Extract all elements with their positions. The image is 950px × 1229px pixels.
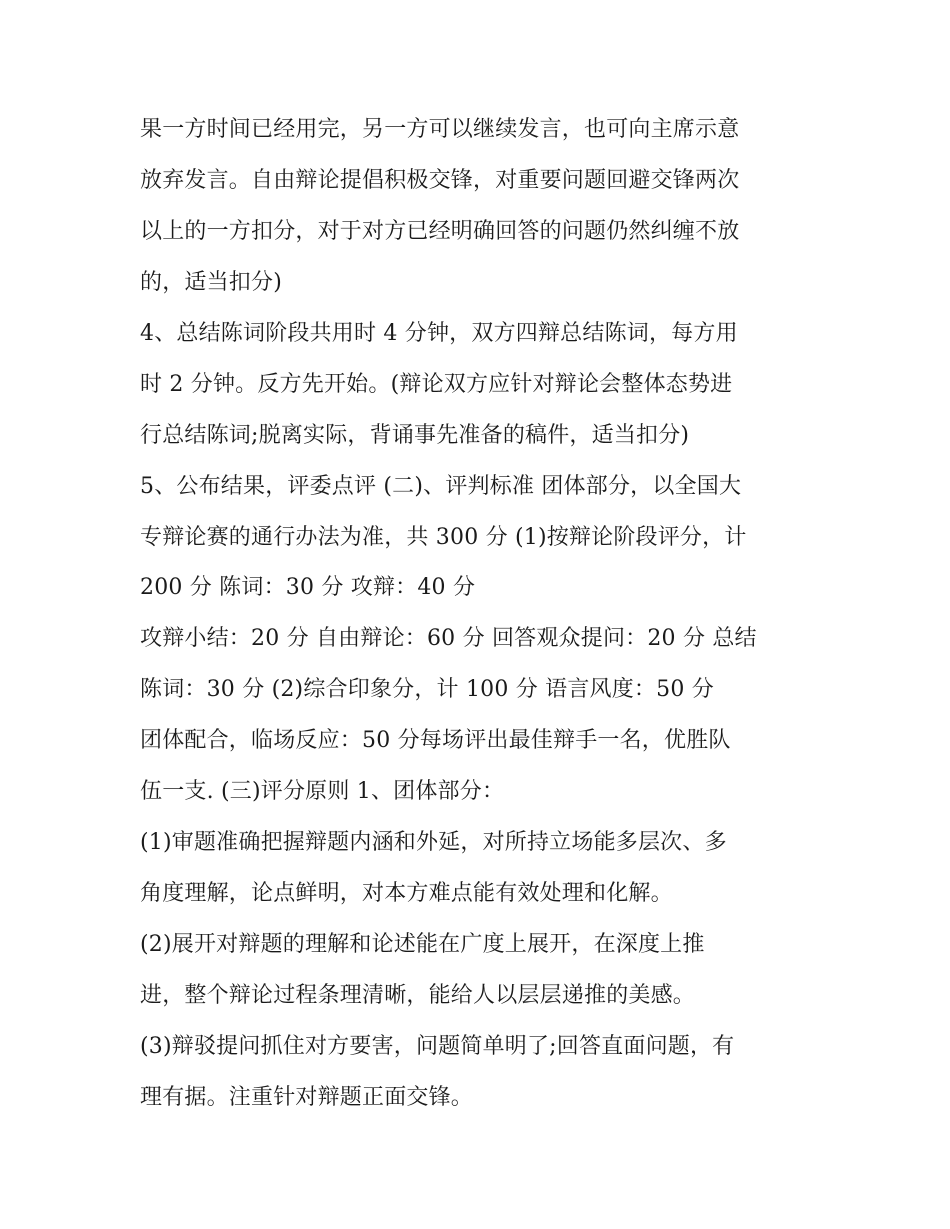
text-line: 5、公布结果，评委点评 (二)、评判标准 团体部分，以全国大 (140, 474, 742, 499)
text-line: 行总结陈词;脱离实际，背诵事先准备的稿件，适当扣分) (140, 423, 690, 448)
text-line: 4、总结陈词阶段共用时 4 分钟，双方四辩总结陈词，每方用 (140, 321, 738, 346)
text-line: 伍一支. (三)评分原则 1、团体部分： (140, 779, 505, 804)
text-line: 的，适当扣分) (140, 270, 282, 295)
text-line: (2)展开对辩题的理解和论述能在广度上展开，在深度上推 (140, 932, 705, 957)
text-line: 角度理解，论点鲜明，对本方难点能有效处理和化解。 (140, 881, 673, 906)
text-line: 团体配合，临场反应：50 分每场评出最佳辩手一名，优胜队 (140, 728, 731, 753)
text-line: 以上的一方扣分，对于对方已经明确回答的问题仍然纠缠不放 (140, 219, 740, 244)
text-line: 陈词：30 分 (2)综合印象分，计 100 分 语言风度：50 分 (140, 677, 714, 702)
text-line: 进，整个辩论过程条理清晰，能给人以层层递推的美感。 (140, 983, 696, 1008)
text-line: 200 分 陈词：30 分 攻辩：40 分 (140, 575, 476, 600)
text-line: 时 2 分钟。反方先开始。(辩论双方应针对辩论会整体态势进 (140, 372, 733, 397)
text-line: 理有据。注重针对辩题正面交锋。 (140, 1085, 474, 1110)
text-line: (3)辩驳提问抓住对方要害，问题简单明了;回答直面问题，有 (140, 1034, 735, 1059)
text-line: 放弃发言。自由辩论提倡积极交锋，对重要问题回避交锋两次 (140, 168, 740, 193)
text-line: (1)审题准确把握辩题内涵和外延，对所持立场能多层次、多 (140, 830, 727, 855)
text-line: 攻辩小结：20 分 自由辩论：60 分 回答观众提问：20 分 总结 (140, 626, 757, 651)
text-line: 果一方时间已经用完，另一方可以继续发言，也可向主席示意 (140, 117, 740, 142)
text-line: 专辩论赛的通行办法为准，共 300 分 (1)按辩论阶段评分，计 (140, 525, 747, 550)
